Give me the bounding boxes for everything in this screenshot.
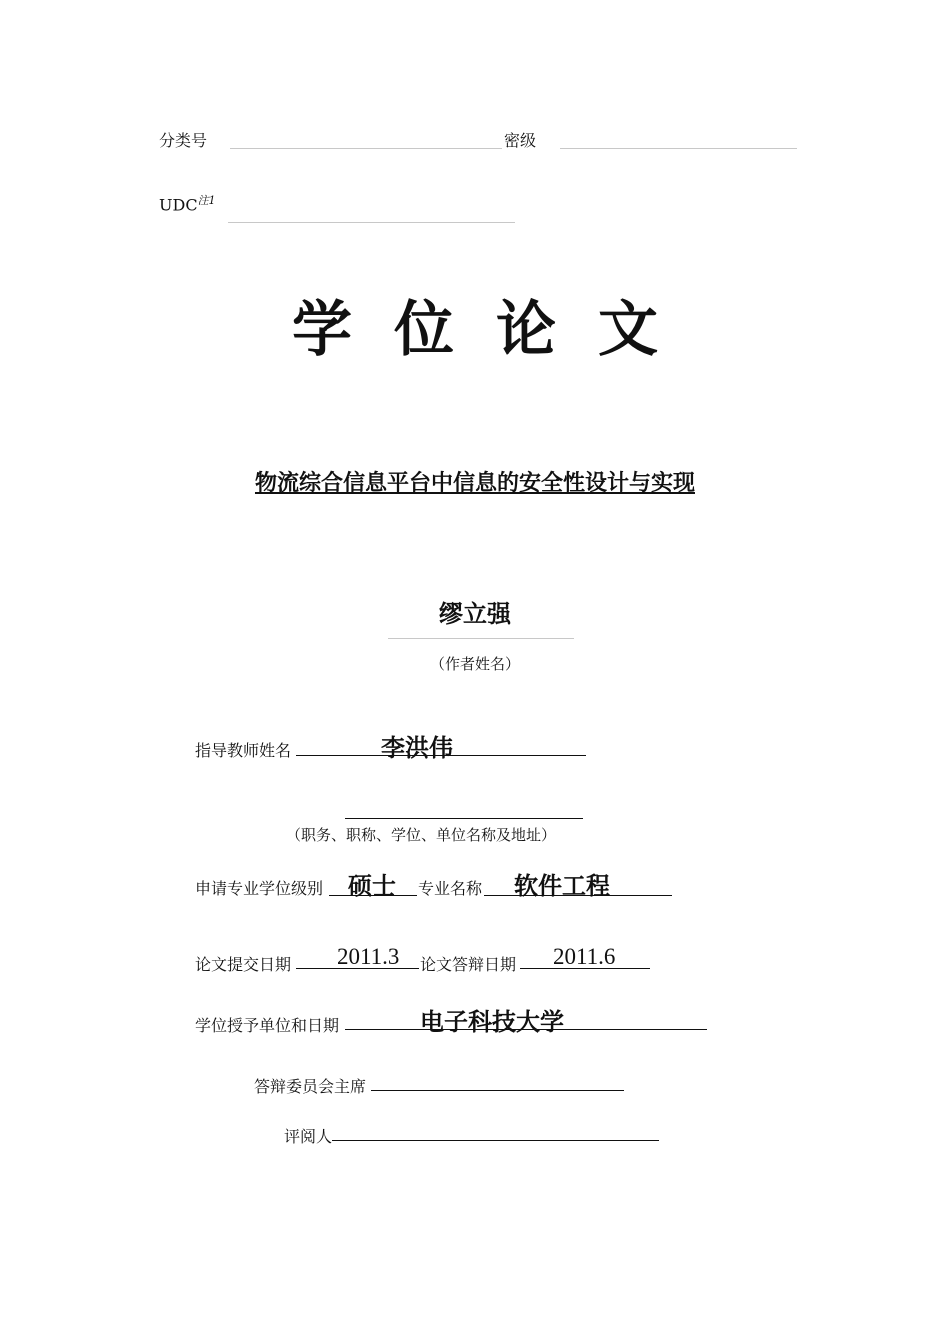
advisor-detail-underline <box>345 818 583 819</box>
thesis-title: 物流综合信息平台中信息的安全性设计与实现 <box>254 471 695 496</box>
udc-field-line <box>228 222 515 223</box>
committee-chair-label: 答辩委员会主席 <box>254 1077 367 1096</box>
major-value: 软件工程 <box>514 872 610 900</box>
cover-heading: 学位论文 <box>292 295 700 365</box>
major-label: 专业名称 <box>418 879 483 898</box>
advisor-label: 指导教师姓名 <box>195 741 292 760</box>
advisor-caption: （职务、职称、学位、单位名称及地址） <box>286 826 557 844</box>
author-underline <box>388 638 574 639</box>
udc-note: 注1 <box>197 194 216 207</box>
classification-field-line <box>230 148 502 149</box>
degree-level-label: 申请专业学位级别 <box>195 879 324 898</box>
udc-label <box>159 192 216 214</box>
advisor-value: 李洪伟 <box>381 734 453 762</box>
grantor-value: 电子科技大学 <box>420 1008 564 1036</box>
defense-date-label: 论文答辩日期 <box>420 955 517 974</box>
security-field-line <box>560 148 797 149</box>
classification-label: 分类号 <box>159 131 208 150</box>
degree-level-value: 硕士 <box>348 872 396 900</box>
author-name: 缪立强 <box>439 600 511 628</box>
defense-date-value: 2011.6 <box>553 944 616 969</box>
grantor-label: 学位授予单位和日期 <box>195 1016 340 1035</box>
udc-text: UDC <box>159 195 198 215</box>
security-label: 密级 <box>504 131 537 150</box>
submit-date-label: 论文提交日期 <box>195 955 292 974</box>
reviewer-label: 评阅人 <box>284 1127 333 1146</box>
submit-date-value: 2011.3 <box>337 944 400 969</box>
reviewer-underline <box>332 1140 659 1141</box>
committee-chair-underline <box>371 1090 624 1091</box>
author-caption: （作者姓名） <box>429 655 520 673</box>
